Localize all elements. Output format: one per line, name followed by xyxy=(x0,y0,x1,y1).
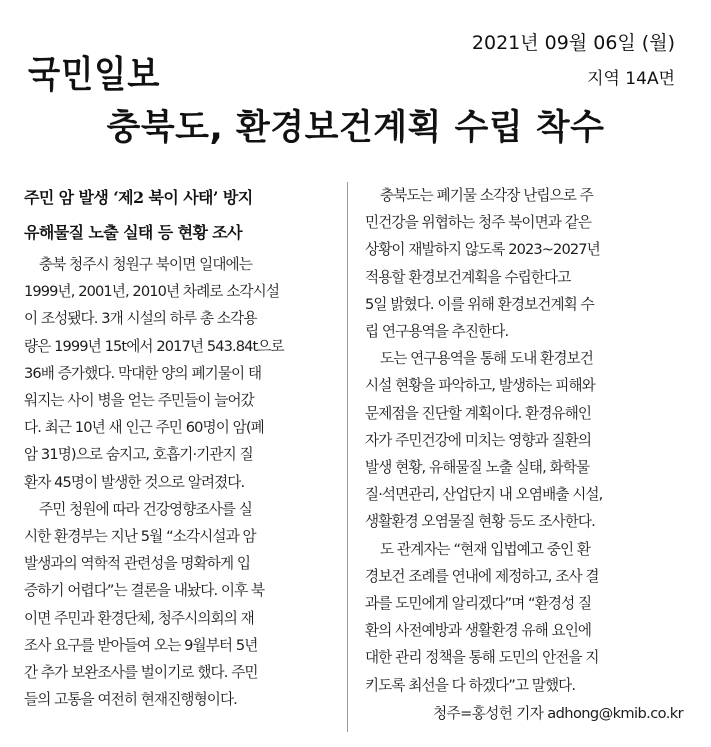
body-line: 주민 청원에 따라 건강영향조사를 실 xyxy=(39,500,252,518)
article-headline: 충북도, 환경보건계획 수립 착수 xyxy=(106,108,605,148)
body-line: 워지는 사이 병을 얻는 주민들이 늘어갔 xyxy=(24,392,254,410)
body-line: 생활환경 오염물질 현황 등도 조사한다. xyxy=(365,513,595,531)
article-subheadline xyxy=(24,180,342,250)
body-line: 문제점을 진단할 계획이다. 환경유해인 xyxy=(365,404,592,422)
body-line: 다. 최근 10년 새 인근 주민 60명이 암(폐 xyxy=(24,419,264,437)
body-line: 환자 45명이 발생한 것으로 알려졌다. xyxy=(24,473,245,491)
body-line: 발생과의 역학적 관련성을 명확하게 입 xyxy=(24,555,251,573)
page-section: 지역 14A면 xyxy=(587,69,675,89)
body-line: 립 연구용역을 추진한다. xyxy=(365,323,509,341)
body-line: 대한 관리 정책을 통해 도민의 안전을 지 xyxy=(365,649,599,667)
body-line: 이면 주민과 환경단체, 청주시의회의 재 xyxy=(24,609,254,627)
right-body-text xyxy=(365,182,683,699)
body-line: 과를 도민에게 알리겠다”며 “환경성 질 xyxy=(365,595,592,613)
body-line: 들의 고통을 여전히 현재진행형이다. xyxy=(24,691,237,709)
body-line: 질·석면관리, 산업단지 내 오염배출 시설, xyxy=(365,486,603,504)
reporter-byline: 청주=홍성헌 기자 adhong@kmib.co.kr xyxy=(433,704,683,722)
left-column xyxy=(24,180,342,713)
body-line: 충북 청주시 청원구 북이면 일대에는 xyxy=(39,256,252,273)
body-line: 도는 연구용역을 통해 도내 환경보건 xyxy=(380,350,593,368)
body-line: 키도록 최선을 다 하겠다”고 말했다. xyxy=(365,676,576,694)
body-line: 경보건 조례를 연내에 제정하고, 조사 결 xyxy=(365,567,599,585)
body-line: 이 조성됐다. 3개 시설의 하루 총 소각용 xyxy=(24,310,257,328)
body-line: 발생 현황, 유해물질 노출 실태, 화학물 xyxy=(365,459,590,477)
body-line: 민건강을 위협하는 청주 북이면과 같은 xyxy=(365,214,592,232)
body-line: 량은 1999년 15t에서 2017년 543.84t으로 xyxy=(24,337,284,355)
subheadline-line: 유해물질 노출 실태 등 현황 조사 xyxy=(24,223,242,242)
left-body-text xyxy=(24,251,342,713)
body-line: 36배 증가했다. 막대한 양의 폐기물이 태 xyxy=(24,364,262,382)
body-line: 환의 사전예방과 생활환경 유해 요인에 xyxy=(365,622,592,640)
newspaper-logo: 국민일보 xyxy=(28,53,161,96)
body-line: 조사 요구를 받아들여 오는 9월부터 5년 xyxy=(24,636,258,654)
body-line: 도 관계자는 “현재 입법예고 중인 환 xyxy=(380,540,591,558)
publication-date: 2021년 09월 06일 (월) xyxy=(471,32,675,54)
body-line: 암 31명)으로 숨지고, 호흡기·기관지 질 xyxy=(24,446,253,464)
body-line: 시한 환경부는 지난 5월 “소각시설과 암 xyxy=(24,528,256,546)
column-divider xyxy=(347,182,348,732)
body-line: 시설 현황을 파악하고, 발생하는 피해와 xyxy=(365,377,595,395)
subheadline-line: 주민 암 발생 ‘제2 북이 사태’ 방지 xyxy=(24,188,253,207)
body-line: 자가 주민건강에 미치는 영향과 질환의 xyxy=(365,431,592,449)
body-line: 충북도는 폐기물 소각장 난립으로 주 xyxy=(380,187,593,204)
body-line: 증하기 어렵다”는 결론을 내놨다. 이후 북 xyxy=(24,582,265,600)
body-line: 간 추가 보완조사를 벌이기로 했다. 주민 xyxy=(24,664,258,682)
body-line: 5일 밝혔다. 이를 위해 환경보건계획 수 xyxy=(365,295,594,313)
body-line: 상황이 재발하지 않도록 2023~2027년 xyxy=(365,241,600,259)
right-column xyxy=(365,182,683,727)
body-line: 1999년, 2001년, 2010년 차례로 소각시설 xyxy=(24,283,280,301)
body-line: 적용할 환경보건계획을 수립한다고 xyxy=(365,268,571,286)
